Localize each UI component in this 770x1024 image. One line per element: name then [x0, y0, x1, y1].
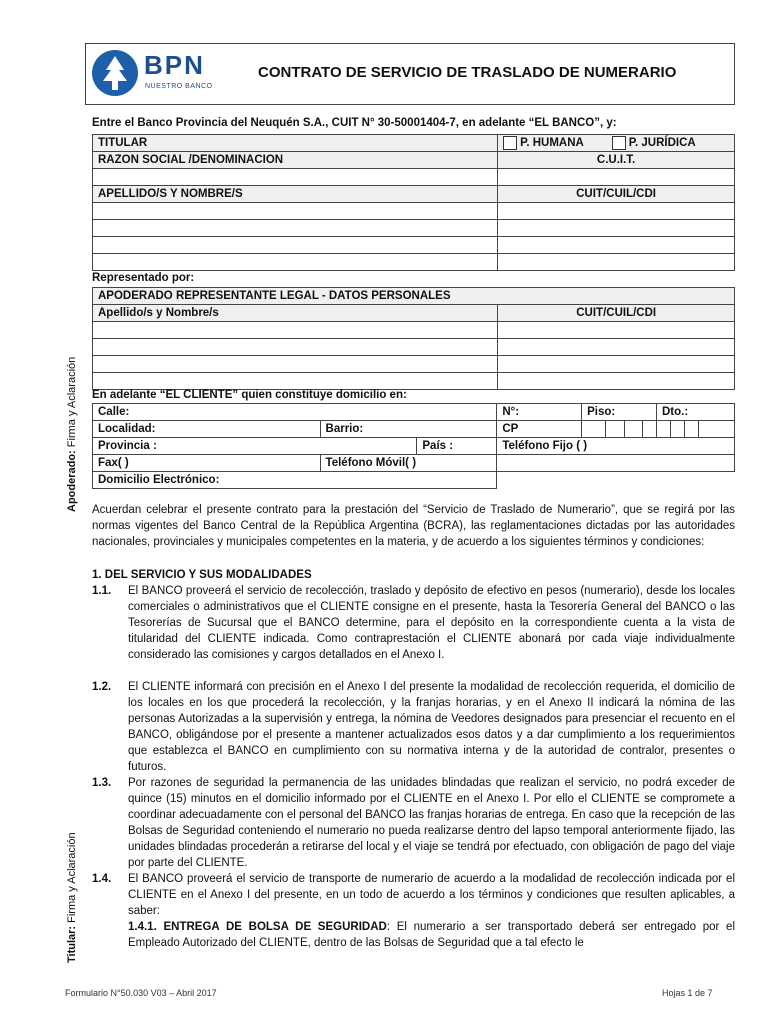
titular-id-field[interactable]: [498, 203, 735, 220]
firma-aclaracion-text: Firma y Aclaración: [66, 356, 78, 451]
document-title: CONTRATO DE SERVICIO DE TRASLADO DE NUMERARIO: [258, 64, 677, 81]
apoderado-name-field[interactable]: [93, 373, 498, 390]
titular-name-field[interactable]: [93, 220, 498, 237]
domicilio-table: [92, 403, 735, 489]
cp-digit-box[interactable]: [657, 421, 671, 438]
agreement-paragraph: Acuerdan celebrar el presente contrato para la prestación del “Servicio de Traslado de Numerario”, que se regirá por las normas vigentes del Banco Central de la República Argentina (BCRA), las reglamentaciones dictadas por las autoridades nacionales, provinciales y municipales competentes en la materia, y de acuerdo a los siguientes términos y condiciones:: [92, 504, 735, 548]
clause-text: El CLIENTE informará con precisión en el Anexo I del presente la modalidad de recolección requerida, el domicilio de los locales en los que procederá la recolección, y la franjas horarias, y en el Anexo II indicará la nómina de las personas Autorizadas a la supervisión y entrega, la nómina de Veedores designados para presenciar el recuento en el BANCO, obligándose por el presente a mantener actualizados esos datos y a dar cumplimiento a los requerimientos que establezca el BANCO en cumplimiento con su normativa interna y de la autoridad de contralor, presentes o futuros.: [128, 681, 735, 773]
clause-number: 1.3.: [92, 777, 112, 789]
representado-label: Representado por:: [92, 272, 195, 284]
document-header: [85, 43, 735, 105]
cp-digit-box[interactable]: [582, 421, 606, 438]
titular-name-field[interactable]: [93, 237, 498, 254]
titular-id-field[interactable]: [498, 254, 735, 271]
clause-text: Por razones de seguridad la permanencia de las unidades blindadas que realizan el servicio, no podrá exceder de quince (15) minutos en el domicilio informado por el CLIENTE en el Anexo I. Por ello el CLIENTE se compromete a coordinar adecuadamente con el personal del BANCO las franjas horarias de entrega. En caso que la recepción de las Bolsas de Seguridad conteniendo el numerario no pueda realizarse dentro del lapso temporal anteriormente fijado, las unidades blindadas procederán a retirarse del local y el viaje se tendrá por efectuado, con obligación de pago del viaje por parte del CLIENTE.: [128, 777, 735, 869]
apoderado-id-field[interactable]: [498, 373, 735, 390]
barrio-field[interactable]: Barrio:: [320, 421, 497, 438]
titular-id-field[interactable]: [498, 220, 735, 237]
apoderado-name-field[interactable]: [93, 356, 498, 373]
subclause-title: ENTREGA DE BOLSA DE SEGURIDAD: [163, 921, 387, 933]
cuit-cuil-cdi-header: CUIT/CUIL/CDI: [498, 186, 735, 203]
subclause-number: 1.4.1.: [128, 921, 157, 933]
apoderado-id-field[interactable]: [498, 339, 735, 356]
blank-cell: [497, 455, 735, 472]
dto-field[interactable]: Dto.:: [657, 404, 735, 421]
clause-text: El BANCO proveerá el servicio de transporte de numerario de acuerdo a la modalidad de recolección indicada por el CLIENTE en el Anexo I del presente, en un todo de acuerdo a los términos y condiciones que resulten aplicables, a saber:: [128, 873, 735, 917]
provincia-field[interactable]: Provincia :: [93, 438, 417, 455]
apellidos-header: APELLIDO/S Y NOMBRE/S: [93, 186, 498, 203]
subclause-text: : El numerario a ser transportado deberá ser entregado por el Empleado Autorizado del CLIENTE, dentro de las Bolsas de Seguridad que a tal efecto le: [128, 921, 736, 949]
intro-line: Entre el Banco Provincia del Neuquén S.A., CUIT N° 30-50001404-7, en adelante “EL BANCO”, y:: [92, 117, 617, 129]
titular-id-field[interactable]: [498, 237, 735, 254]
section-1-title: 1. DEL SERVICIO Y SUS MODALIDADES: [92, 569, 312, 581]
titular-name-field[interactable]: [93, 203, 498, 220]
clause-number: 1.2.: [92, 681, 112, 693]
titular-table: [92, 134, 735, 271]
telefono-movil-field[interactable]: Teléfono Móvil( ): [320, 455, 497, 472]
blank-cell: [497, 472, 735, 489]
calle-field[interactable]: Calle:: [93, 404, 497, 421]
logo-wordmark: BPN: [144, 50, 205, 80]
apoderado-name-header: Apellido/s y Nombre/s: [93, 305, 498, 322]
firma-aclaracion-text: Firma y Aclaración: [66, 832, 78, 926]
piso-field[interactable]: Piso:: [582, 404, 657, 421]
p-humana-checkbox[interactable]: [503, 136, 517, 150]
page-count: Hojas 1 de 7: [662, 988, 713, 998]
cp-digit-box[interactable]: [643, 421, 657, 438]
apoderado-id-field[interactable]: [498, 356, 735, 373]
localidad-field[interactable]: Localidad:: [93, 421, 321, 438]
apoderado-label: Apoderado:: [66, 450, 78, 512]
cp-label: CP: [497, 421, 582, 438]
domicilio-electronico-field[interactable]: Domicilio Electrónico:: [93, 472, 497, 489]
tree-logo-icon: [92, 50, 138, 96]
clause-number: 1.1.: [92, 585, 112, 597]
titular-name-field[interactable]: [93, 254, 498, 271]
razon-social-header: RAZON SOCIAL /DENOMINACION: [93, 152, 498, 169]
cp-digit-box[interactable]: [625, 421, 643, 438]
cp-digit-box[interactable]: [670, 421, 684, 438]
person-type-options: [498, 135, 735, 152]
p-juridica-label: P. JURÍDICA: [628, 137, 696, 150]
cp-digit-box[interactable]: [684, 421, 698, 438]
apoderado-name-field[interactable]: [93, 339, 498, 356]
titular-label: Titular:: [66, 925, 78, 963]
p-humana-label: P. HUMANA: [520, 137, 584, 150]
cuit-field[interactable]: [498, 169, 735, 186]
logo-tagline: NUESTRO BANCO: [145, 83, 213, 90]
form-number: Formulario N°50.030 V03 – Abril 2017: [65, 988, 217, 998]
cuit-header: C.U.I.T.: [498, 152, 735, 169]
titular-signature-label: [66, 832, 78, 963]
apoderado-signature-label: [66, 357, 78, 512]
bpn-logo: [92, 50, 232, 98]
numero-field[interactable]: N°:: [497, 404, 582, 421]
clause-text: El BANCO proveerá el servicio de recolección, traslado y depósito de efectivo en pesos (numerario), desde los locales comerciales o administrativos que el CLIENTE consigne en el presente, hasta la Tesorería General del BANCO o las Tesorerías de Sucursal que el BANCO determine, para el depósito en la correspondiente cuenta a la vista de titularidad del CLIENTE indicada. Como contraprestación el CLIENTE abonará por cada viaje individualmente considerado las comisiones y cargos detallados en el Anexo I.: [128, 585, 735, 661]
razon-social-field[interactable]: [93, 169, 498, 186]
domicilio-heading: En adelante “EL CLIENTE” quien constituye domicilio en:: [92, 389, 407, 401]
clause-number: 1.4.: [92, 873, 112, 885]
apoderado-id-header: CUIT/CUIL/CDI: [498, 305, 735, 322]
apoderado-id-field[interactable]: [498, 322, 735, 339]
telefono-fijo-field[interactable]: Teléfono Fijo ( ): [497, 438, 735, 455]
fax-field[interactable]: Fax( ): [93, 455, 321, 472]
titular-label: TITULAR: [93, 135, 498, 152]
cp-digit-box[interactable]: [606, 421, 625, 438]
apoderado-name-field[interactable]: [93, 322, 498, 339]
subclause-1-4-1: [128, 919, 735, 951]
apoderado-table: [92, 287, 735, 390]
apoderado-heading: APODERADO REPRESENTANTE LEGAL - DATOS PERSONALES: [93, 288, 735, 305]
p-juridica-checkbox[interactable]: [612, 136, 626, 150]
cp-digit-box[interactable]: [698, 421, 734, 438]
pais-field[interactable]: País :: [417, 438, 497, 455]
